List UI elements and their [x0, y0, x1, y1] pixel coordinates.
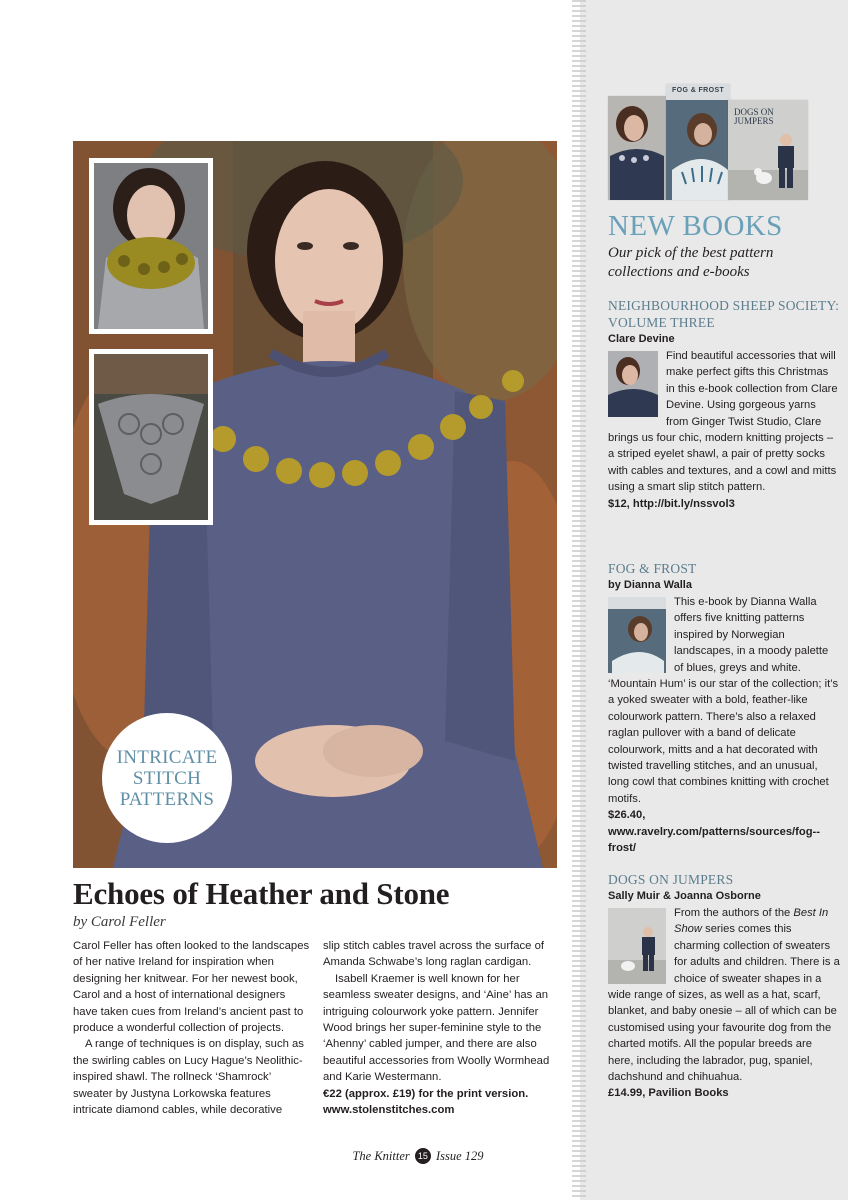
- cover-nss: [608, 96, 666, 200]
- article-column-2: [323, 938, 559, 1118]
- new-books-title: NEW BOOKS: [608, 210, 783, 242]
- book-price: $26.40, www.ravelry.com/patterns/sources/fog--frost/: [608, 809, 820, 855]
- book-body-fog-frost: [608, 594, 840, 857]
- badge-text: INTRICATE STITCH PATTERNS: [116, 746, 218, 810]
- book-price: $12, http://bit.ly/nssvol3: [608, 497, 735, 510]
- page-footer: [0, 1148, 848, 1164]
- book-price: £14.99, Pavilion Books: [608, 1087, 729, 1100]
- article-paragraph: slip stitch cables travel across the surface of Amanda Schwabe’s long raglan cardigan.: [323, 940, 545, 969]
- book-body-nss: [608, 348, 840, 512]
- book-author-nss: Clare Devine: [608, 333, 675, 345]
- article-title: Echoes of Heather and Stone: [73, 876, 450, 911]
- book-thumbnail-dogs: [608, 908, 666, 984]
- page-edge-perforation: [572, 0, 586, 1200]
- book-author-dogs: Sally Muir & Joanna Osborne: [608, 890, 761, 902]
- inset-photo-shawl: [89, 349, 213, 525]
- magazine-name: The Knitter: [352, 1149, 410, 1163]
- page-number: 15: [415, 1148, 431, 1164]
- book-description: From the authors of the: [674, 907, 794, 919]
- article-column-1: [73, 938, 311, 1118]
- book-series-name: Best In Show: [674, 907, 829, 936]
- book-thumbnail-nss: [608, 351, 658, 417]
- book-author-fog-frost: by Dianna Walla: [608, 579, 692, 591]
- article-price: €22 (approx. £19) for the print version. www.stolenstitches.com: [323, 1087, 529, 1117]
- book-description-cont: series comes this charming collection of sweaters for adults and children. There is a choice of sweater shapes in a wide range of sizes, as well as a hat, scarf, blanket, and baby onesie – all of which can be customised using your favourite dog from the charted motifs. All the popular breeds are here, including the labrador, pug, spaniel, dachshund and chihuahua.: [608, 923, 840, 1084]
- book-description: This e-book by Dianna Walla offers five knitting patterns inspired by Norwegian landscapes, in a moody palette of blues, greys and white. ‘Mountain Hum’ is our star of the collection; it’s a yoked sweater with a bold, feather-like colourwork pattern. There’s also a relaxed raglan pullover with a band of delicate colourwork, mitts and a hat decorated with twisted travelling stitches, and an unusual, long cowl that combines knitting with crochet motifs.: [608, 596, 839, 805]
- issue-number: Issue 129: [435, 1149, 484, 1163]
- cover-fog-label: FOG & FROST: [672, 87, 725, 94]
- cover-dogs-on-jumpers: [728, 100, 808, 200]
- inset-photo-cowl: [89, 158, 213, 334]
- book-body-dogs: [608, 905, 840, 1102]
- book-title-dogs: DOGS ON JUMPERS: [608, 872, 734, 887]
- article-paragraph: Carol Feller has often looked to the landscapes of her native Ireland for inspiration when designing her knitwear. For her newest book, Carol and a host of international designers have taken cues from Ireland’s ancient past to produce a wonderful collection of projects.: [73, 940, 310, 1035]
- article-byline: by Carol Feller: [73, 914, 166, 930]
- article-paragraph: A range of techniques is on display, such as the swirling cables on Lucy Hague’s Neolithic-inspired shawl. The rollneck ‘Shamrock’ sweater by Justyna Lorkowska features intricate diamond cables, while decorative: [73, 1038, 304, 1117]
- cover-fog-and-frost: [666, 84, 730, 200]
- book-title-nss: NEIGHBOURHOOD SHEEP SOCIETY: VOLUME THREE: [608, 298, 840, 330]
- book-title-fog-frost: FOG & FROST: [608, 561, 697, 576]
- new-books-subtitle: Our pick of the best pattern collections and e-books: [608, 245, 774, 280]
- book-description: Find beautiful accessories that will make perfect gifts this Christmas in this e-book collection from Clare Devine. Using gorgeous yarns from Ginger Twist Studio, Clare brings us four chic, modern knitting projects – a striped eyelet shawl, a pair of pretty socks with cables and textures, and a cowl and mitts using a smart slip stitch pattern.: [608, 350, 838, 494]
- feature-badge: [102, 713, 232, 843]
- article-paragraph: Isabell Kraemer is well known for her seamless sweater designs, and ‘Aine’ has an intriguing colourwork yoke pattern. Jennifer Wood brings her super-feminine style to the ‘Ahenny’ cabled jumper, and there are also beautiful accessories from Woolly Wormhead and Karie Westermann.: [323, 972, 550, 1084]
- book-thumbnail-fog-frost: [608, 597, 666, 673]
- cover-dogs-label: DOGS ON JUMPERS: [734, 107, 774, 126]
